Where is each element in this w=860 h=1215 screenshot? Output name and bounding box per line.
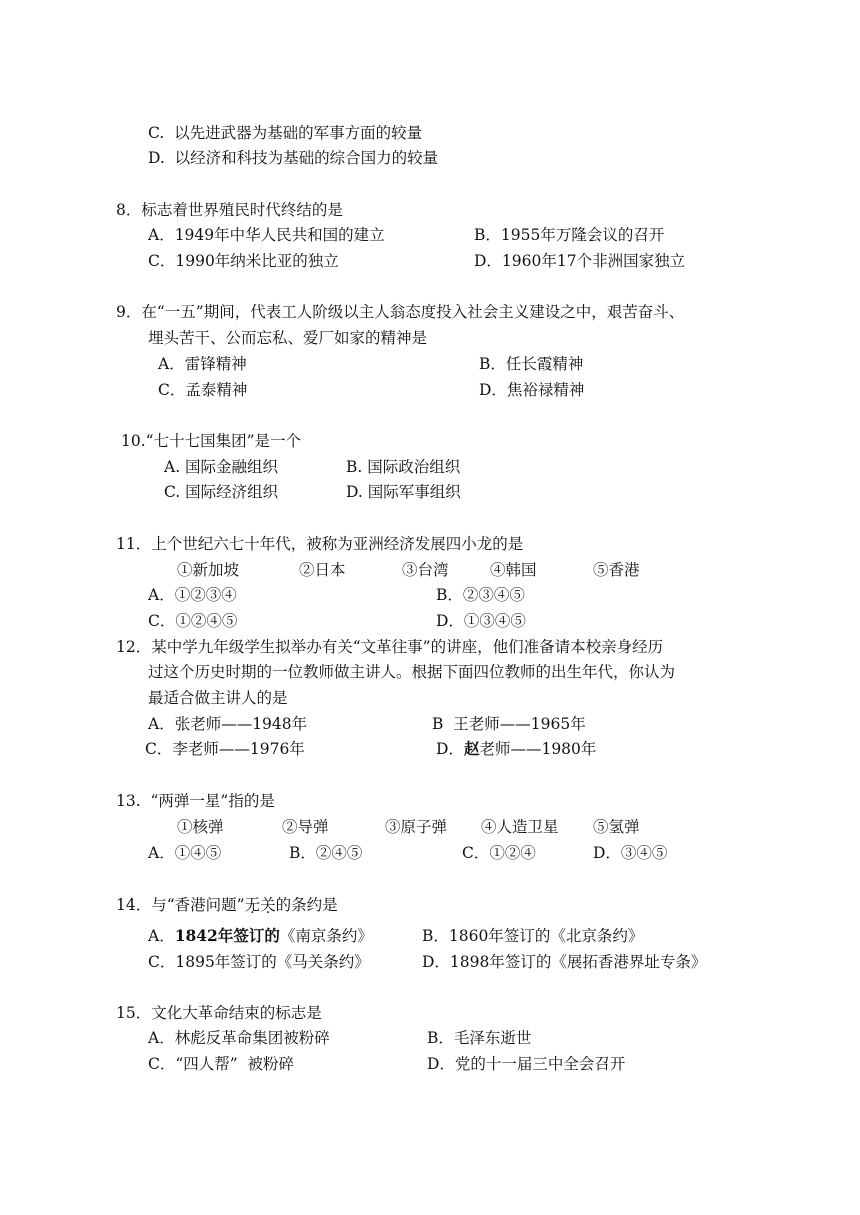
- q11-item-3: ③台湾: [402, 561, 449, 579]
- q15-stem: 15．文化大革命结束的标志是: [116, 1004, 322, 1022]
- q12-option-a: A．张老师——1948年: [148, 715, 308, 733]
- q14-option-a-bold: 1842年签订的: [174, 926, 280, 945]
- q8-stem: 8．标志着世界殖民时代终结的是: [116, 201, 343, 219]
- q11-item-5: ⑤香港: [593, 561, 640, 579]
- q12-option-d-bold: 赵: [463, 739, 480, 758]
- q12-stem-line2: 过这个历史时期的一位教师做主讲人。根据下面四位教师的出生年代，你认为: [148, 663, 676, 681]
- q15-option-c: C．“四人帮” 被粉碎: [148, 1055, 295, 1073]
- q10-stem: 10.“七十七国集团”是一个: [121, 432, 301, 450]
- q12-option-c: C．李老师——1976年: [145, 740, 305, 758]
- q8-option-b: B．1955年万隆会议的召开: [474, 226, 665, 244]
- q12-stem-line3: 最适合做主讲人的是: [148, 689, 288, 707]
- q11-option-d: D．①③④⑤: [436, 612, 526, 630]
- q14-stem-emphasis-2: 关: [260, 896, 276, 914]
- q14-stem-emphasis-1: 无: [244, 896, 261, 914]
- q14-stem: [116, 895, 338, 915]
- q10-option-d: D. 国际军事组织: [346, 483, 461, 501]
- q13-item-2: ②导弹: [282, 818, 329, 836]
- q9-stem-line2: 埋头苦干、公而忘私、爱厂如家的精神是: [148, 329, 428, 347]
- q9-option-b: B．任长霞精神: [479, 355, 584, 373]
- q13-item-1: ①核弹: [177, 818, 224, 836]
- q14-option-b: B．1860年签订的《北京条约》: [422, 927, 644, 945]
- q12-option-d-rest: 老师——1980年: [479, 740, 597, 758]
- q11-option-a: A．①②③④: [148, 586, 237, 604]
- q12-option-b: B 王老师——1965年: [432, 715, 586, 733]
- q12-option-d: [436, 739, 596, 759]
- q14-option-c: C．1895年签订的《马关条约》: [148, 953, 370, 971]
- q12-option-d-prefix: D．: [436, 740, 464, 758]
- q14-option-a: [148, 926, 373, 946]
- q9-option-d: D．焦裕禄精神: [479, 381, 585, 399]
- q13-option-c: C．①②④: [462, 844, 536, 862]
- q13-option-b: B．②④⑤: [289, 844, 363, 862]
- q7-option-d: D. 以经济和科技为基础的综合国力的较量: [148, 149, 439, 167]
- q11-item-1: ①新加坡: [177, 561, 240, 579]
- q14-option-a-rest: 《南京条约》: [279, 927, 373, 945]
- q15-option-d: D．党的十一届三中全会召开: [427, 1055, 626, 1073]
- q15-option-b: B．毛泽东逝世: [427, 1029, 532, 1047]
- q8-option-a: A．1949年中华人民共和国的建立: [148, 226, 385, 244]
- q15-option-a: A．林彪反革命集团被粉碎: [148, 1029, 330, 1047]
- q9-option-a: A．雷锋精神: [158, 355, 247, 373]
- q11-item-4: ④韩国: [490, 561, 537, 579]
- q7-option-c: C. 以先进武器为基础的军事方面的较量: [148, 124, 423, 142]
- q9-option-c: C．孟泰精神: [158, 381, 248, 399]
- q14-option-a-prefix: A．: [148, 927, 175, 945]
- q11-option-b: B．②③④⑤: [436, 586, 525, 604]
- q13-item-4: ④人造卫星: [481, 818, 559, 836]
- q11-stem: 11．上个世纪六七十年代，被称为亚洲经济发展四小龙的是: [116, 535, 524, 553]
- q10-option-a: A. 国际金融组织: [164, 458, 279, 476]
- q10-option-c: C. 国际经济组织: [164, 483, 279, 501]
- q13-item-5: ⑤氢弹: [593, 818, 640, 836]
- q14-stem-pre: 14．与“香港问题”: [116, 896, 245, 914]
- q8-option-c: C．1990年纳米比亚的独立: [148, 252, 339, 270]
- q10-option-b: B. 国际政治组织: [346, 458, 461, 476]
- q13-item-3: ③原子弹: [385, 818, 448, 836]
- q11-item-2: ②日本: [299, 561, 346, 579]
- q13-option-d: D．③④⑤: [593, 844, 668, 862]
- q14-option-d: D．1898年签订的《展拓香港界址专条》: [422, 953, 707, 971]
- q14-stem-post: 的条约是: [275, 896, 338, 914]
- q11-option-c: C．①②④⑤: [148, 612, 238, 630]
- q13-option-a: A．①④⑤: [148, 844, 222, 862]
- q12-stem-line1: 12．某中学九年级学生拟举办有关“文革往事”的讲座，他们准备请本校亲身经历: [116, 638, 664, 656]
- q8-option-d: D．1960年17个非洲国家独立: [474, 252, 686, 270]
- q13-stem: 13. “两弹一星”指的是: [116, 792, 275, 810]
- q9-stem-line1: 9．在“一五”期间，代表工人阶级以主人翁态度投入社会主义建设之中，艰苦奋斗、: [116, 303, 685, 321]
